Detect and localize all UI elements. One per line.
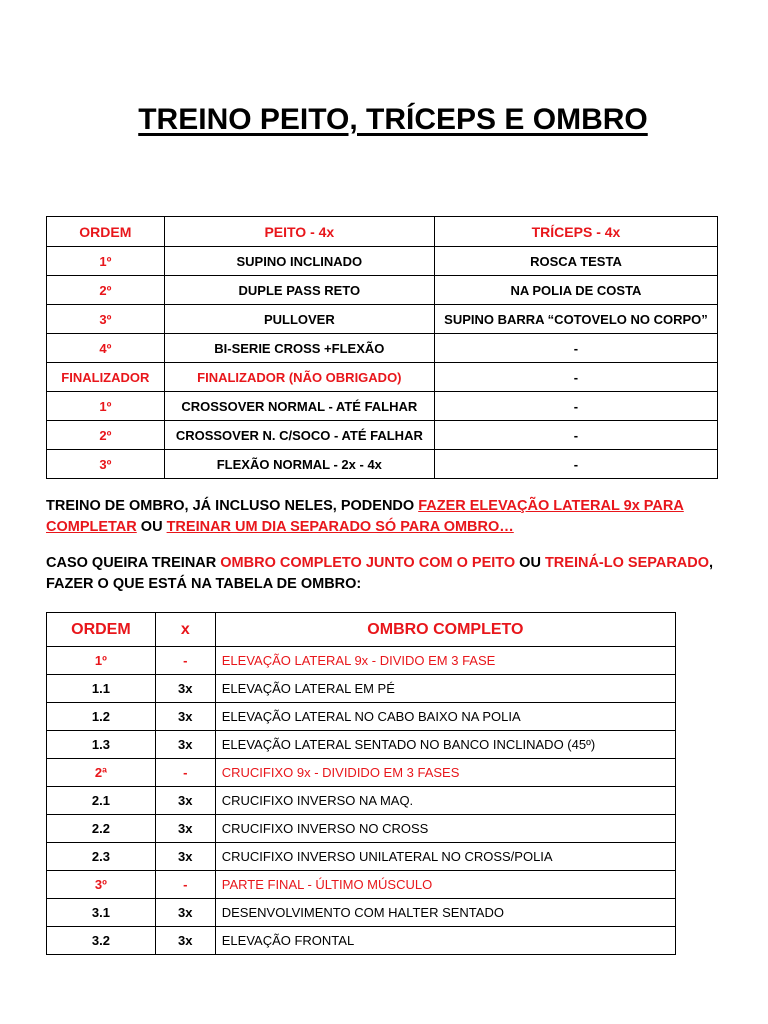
cell-sets: 3x xyxy=(155,899,215,927)
cell-ordem: FINALIZADOR xyxy=(47,363,165,392)
column-header-peito: PEITO - 4x xyxy=(164,217,434,247)
cell-exercise: PARTE FINAL - ÚLTIMO MÚSCULO xyxy=(215,871,675,899)
cell-triceps: - xyxy=(434,334,717,363)
shoulder-note-paragraph xyxy=(46,496,736,538)
column-header-ordem: ORDEM xyxy=(47,613,156,647)
column-header-x: x xyxy=(155,613,215,647)
cell-ordem: 2.1 xyxy=(47,787,156,815)
note-text: CASO QUEIRA TREINAR xyxy=(46,555,221,571)
cell-peito: BI-SERIE CROSS +FLEXÃO xyxy=(164,334,434,363)
table-row xyxy=(47,421,718,450)
cell-sets: 3x xyxy=(155,815,215,843)
cell-sets: 3x xyxy=(155,675,215,703)
cell-peito: FLEXÃO NORMAL - 2x - 4x xyxy=(164,450,434,479)
shoulder-option-paragraph xyxy=(46,553,736,595)
note-highlight: FAZER ELEVAÇÃO LATERAL 9x PARA COMPLETAR xyxy=(46,498,684,535)
cell-ordem: 1.2 xyxy=(47,703,156,731)
cell-sets: - xyxy=(155,647,215,675)
cell-peito: CROSSOVER N. C/SOCO - ATÉ FALHAR xyxy=(164,421,434,450)
table-header-row xyxy=(47,613,676,647)
table-row xyxy=(47,392,718,421)
table-row xyxy=(47,247,718,276)
cell-ordem: 2º xyxy=(47,276,165,305)
cell-ordem: 1º xyxy=(47,647,156,675)
cell-ordem: 4º xyxy=(47,334,165,363)
table-row xyxy=(47,731,676,759)
cell-ordem: 3º xyxy=(47,871,156,899)
cell-sets: 3x xyxy=(155,703,215,731)
note-text: , FAZER O QUE ESTÁ NA TABELA DE OMBRO: xyxy=(46,555,714,592)
table-row xyxy=(47,787,676,815)
table-row xyxy=(47,759,676,787)
cell-sets: 3x xyxy=(155,731,215,759)
cell-ordem: 3º xyxy=(47,305,165,334)
cell-exercise: ELEVAÇÃO LATERAL SENTADO NO BANCO INCLINADO (45º) xyxy=(215,731,675,759)
table-header-row xyxy=(47,217,718,247)
table-row xyxy=(47,647,676,675)
cell-exercise: CRUCIFIXO 9x - DIVIDIDO EM 3 FASES xyxy=(215,759,675,787)
cell-sets: 3x xyxy=(155,843,215,871)
cell-exercise: ELEVAÇÃO LATERAL NO CABO BAIXO NA POLIA xyxy=(215,703,675,731)
cell-ordem: 1.1 xyxy=(47,675,156,703)
page-title: TREINO PEITO, TRÍCEPS E OMBRO xyxy=(138,103,648,136)
cell-exercise: ELEVAÇÃO LATERAL 9x - DIVIDO EM 3 FASE xyxy=(215,647,675,675)
cell-peito: PULLOVER xyxy=(164,305,434,334)
note-highlight: OMBRO COMPLETO JUNTO COM O PEITO xyxy=(220,555,516,571)
cell-ordem: 2.2 xyxy=(47,815,156,843)
cell-ordem: 1º xyxy=(47,392,165,421)
cell-exercise: CRUCIFIXO INVERSO NA MAQ. xyxy=(215,787,675,815)
cell-triceps: SUPINO BARRA “COTOVELO NO CORPO” xyxy=(434,305,717,334)
table-row xyxy=(47,871,676,899)
cell-sets: - xyxy=(155,759,215,787)
cell-peito: FINALIZADOR (NÃO OBRIGADO) xyxy=(164,363,434,392)
table-row xyxy=(47,276,718,305)
cell-ordem: 2º xyxy=(47,421,165,450)
cell-exercise: CRUCIFIXO INVERSO UNILATERAL NO CROSS/POLIA xyxy=(215,843,675,871)
cell-ordem: 2.3 xyxy=(47,843,156,871)
cell-exercise: ELEVAÇÃO FRONTAL xyxy=(215,927,675,955)
table-row xyxy=(47,305,718,334)
note-highlight: TREINÁ-LO SEPARADO xyxy=(544,555,710,571)
table-row xyxy=(47,450,718,479)
cell-ordem: 1.3 xyxy=(47,731,156,759)
column-header-triceps: TRÍCEPS - 4x xyxy=(434,217,717,247)
shoulder-table xyxy=(46,612,676,955)
cell-peito: DUPLE PASS RETO xyxy=(164,276,434,305)
note-highlight: TREINAR UM DIA SEPARADO SÓ PARA OMBRO… xyxy=(166,519,514,535)
cell-peito: SUPINO INCLINADO xyxy=(164,247,434,276)
cell-triceps: NA POLIA DE COSTA xyxy=(434,276,717,305)
cell-triceps: ROSCA TESTA xyxy=(434,247,717,276)
column-header-ordem: ORDEM xyxy=(47,217,165,247)
cell-ordem: 2ª xyxy=(47,759,156,787)
table-row xyxy=(47,703,676,731)
cell-exercise: DESENVOLVIMENTO COM HALTER SENTADO xyxy=(215,899,675,927)
table-row xyxy=(47,927,676,955)
table-row xyxy=(47,899,676,927)
note-text: OU xyxy=(136,519,167,535)
cell-triceps: - xyxy=(434,392,717,421)
table-row xyxy=(47,363,718,392)
cell-sets: 3x xyxy=(155,787,215,815)
table-row xyxy=(47,815,676,843)
table-row xyxy=(47,675,676,703)
table-row xyxy=(47,843,676,871)
cell-peito: CROSSOVER NORMAL - ATÉ FALHAR xyxy=(164,392,434,421)
cell-sets: 3x xyxy=(155,927,215,955)
cell-ordem: 3.2 xyxy=(47,927,156,955)
chest-triceps-table xyxy=(46,216,718,479)
cell-exercise: ELEVAÇÃO LATERAL EM PÉ xyxy=(215,675,675,703)
cell-triceps: - xyxy=(434,363,717,392)
cell-ordem: 1º xyxy=(47,247,165,276)
cell-sets: - xyxy=(155,871,215,899)
cell-triceps: - xyxy=(434,421,717,450)
cell-ordem: 3.1 xyxy=(47,899,156,927)
column-header-ombro: OMBRO COMPLETO xyxy=(215,613,675,647)
note-text: TREINO DE OMBRO, JÁ INCLUSO NELES, PODENDO xyxy=(46,498,419,514)
note-text: OU xyxy=(515,555,545,571)
table-row xyxy=(47,334,718,363)
cell-ordem: 3º xyxy=(47,450,165,479)
cell-exercise: CRUCIFIXO INVERSO NO CROSS xyxy=(215,815,675,843)
cell-triceps: - xyxy=(434,450,717,479)
